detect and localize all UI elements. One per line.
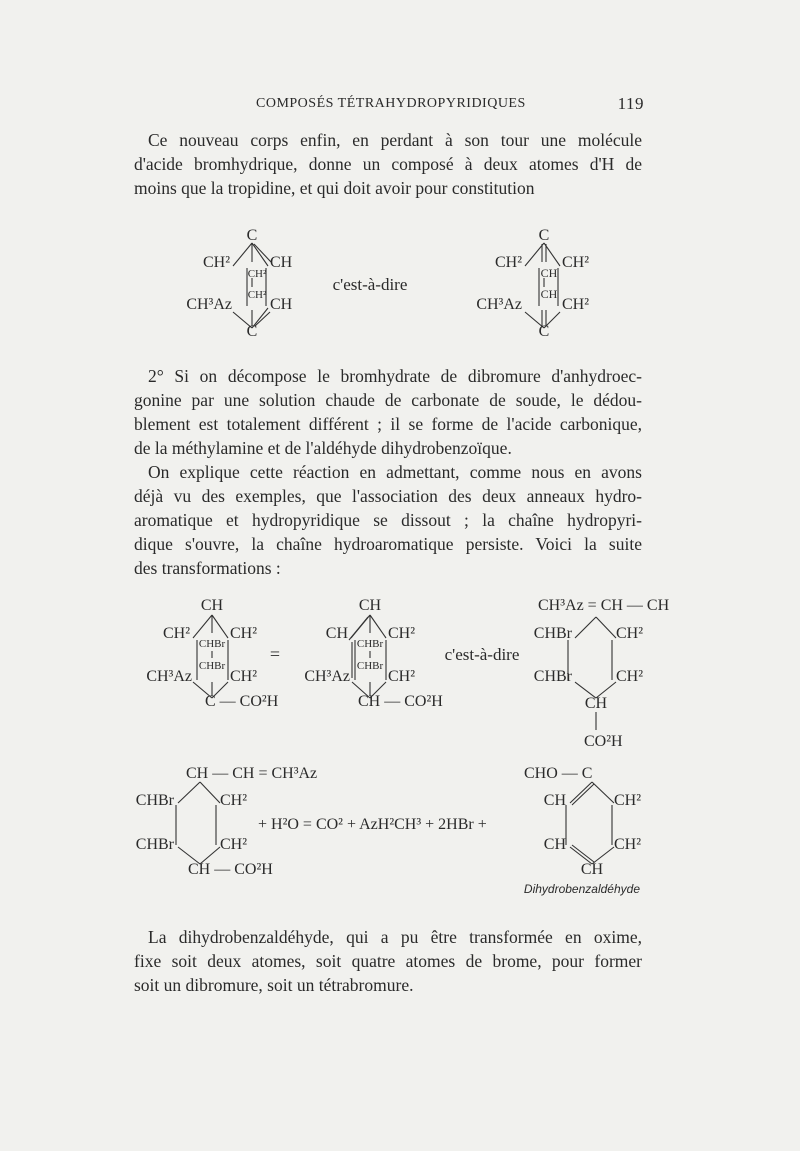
- text-line: La dihydrobenzaldéhyde, qui a pu être transformée en oxime,: [148, 927, 642, 947]
- atom-label: C: [246, 323, 258, 340]
- atom-label: CH³Az: [304, 668, 350, 685]
- atom-label: C: [538, 323, 550, 340]
- atom-label: CO²H: [584, 733, 623, 750]
- formula-caption: Dihydrobenzaldéhyde: [523, 882, 640, 896]
- text-line: fixe soit deux atomes, soit quatre atomes de brome, pour former: [134, 951, 642, 971]
- atom-label: CHBr: [356, 660, 384, 672]
- atom-label: C: [246, 227, 258, 244]
- text-line: déjà vu des exemples, que l'association des deux anneaux hydro-: [134, 486, 642, 506]
- text-line: de la méthylamine et de l'aldéhyde dihydrobenzoïque.: [134, 438, 512, 458]
- connector-text: c'est-à-dire: [332, 275, 408, 294]
- atom-label: CH: [358, 597, 382, 614]
- atom-label: CH²: [230, 625, 258, 642]
- text-line: dique s'ouvre, la chaîne hydroaromatique persiste. Voici la suite: [134, 534, 642, 554]
- running-title: COMPOSÉS TÉTRAHYDROPYRIDIQUES: [256, 96, 526, 111]
- atom-label: CH²: [220, 792, 248, 809]
- atom-label: CH — CH = CH³Az: [186, 765, 318, 782]
- atom-label: CH²: [616, 668, 644, 685]
- text-line: blement est totalement différent ; il se forme de l'acide carbonique,: [134, 414, 642, 434]
- atom-label: CH²: [247, 289, 267, 301]
- atom-label: CHBr: [198, 638, 226, 650]
- atom-label: CH²: [220, 836, 248, 853]
- text-line: On explique cette réaction en admettant, comme nous en avons: [148, 462, 642, 482]
- atom-label: CHBr: [533, 625, 572, 642]
- atom-label: CH: [270, 296, 293, 313]
- atom-label: CH³Az: [146, 668, 192, 685]
- atom-label: CH²: [614, 836, 642, 853]
- atom-label: CHBr: [356, 638, 384, 650]
- atom-label: CH — CO²H: [188, 861, 273, 878]
- text-line: gonine par une solution chaude de carbonate de soude, le dédou-: [134, 390, 642, 410]
- atom-label: CH: [325, 625, 348, 642]
- text-line: soit un dibromure, soit un tétrabromure.: [134, 975, 414, 995]
- page-number: 119: [617, 94, 644, 113]
- atom-label: CH²: [247, 268, 267, 280]
- atom-label: CH²: [616, 625, 644, 642]
- atom-label: CH²: [162, 625, 190, 642]
- equals-sign: =: [269, 644, 281, 664]
- reaction-equation: + H²O = CO² + AzH²CH³ + 2HBr +: [258, 816, 487, 833]
- atom-label: C — CO²H: [205, 693, 279, 710]
- atom-label: CH: [584, 695, 608, 712]
- text-line: 2° Si on décompose le bromhydrate de dibromure d'anhydroec-: [148, 366, 642, 386]
- atom-label: CH³Az = CH — CH: [538, 597, 670, 614]
- atom-label: CHBr: [533, 668, 572, 685]
- atom-label: CH³Az: [186, 296, 232, 313]
- atom-label: CH: [200, 597, 224, 614]
- text-line: Ce nouveau corps enfin, en perdant à son tour une molécule: [148, 130, 642, 150]
- atom-label: CH — CO²H: [358, 693, 443, 710]
- atom-label: CHBr: [135, 836, 174, 853]
- atom-label: CH²: [230, 668, 258, 685]
- text-line: moins que la tropidine, et qui doit avoir pour constitution: [134, 178, 535, 198]
- atom-label: C: [538, 227, 550, 244]
- atom-label: CH²: [562, 254, 590, 271]
- atom-label: CH²: [494, 254, 522, 271]
- atom-label: CH³Az: [476, 296, 522, 313]
- text-line: des transformations :: [134, 558, 281, 578]
- atom-label: CH²: [562, 296, 590, 313]
- text-line: d'acide bromhydrique, donne un composé à deux atomes d'H de: [134, 154, 642, 174]
- atom-label: CH²: [388, 668, 416, 685]
- atom-label: CH²: [614, 792, 642, 809]
- atom-label: CH²: [388, 625, 416, 642]
- atom-label: CH: [580, 861, 604, 878]
- atom-label: CH: [543, 836, 566, 853]
- atom-label: CH: [540, 287, 558, 301]
- atom-label: CHO — C: [524, 765, 593, 782]
- connector-text: c'est-à-dire: [444, 645, 520, 664]
- atom-label: CHBr: [135, 792, 174, 809]
- atom-label: CH: [270, 254, 293, 271]
- atom-label: CH: [540, 266, 558, 280]
- atom-label: CH: [543, 792, 566, 809]
- atom-label: CH²: [202, 254, 230, 271]
- atom-label: CHBr: [198, 660, 226, 672]
- text-line: aromatique et hydropyridique se dissout ; la chaîne hydropyri-: [134, 510, 642, 530]
